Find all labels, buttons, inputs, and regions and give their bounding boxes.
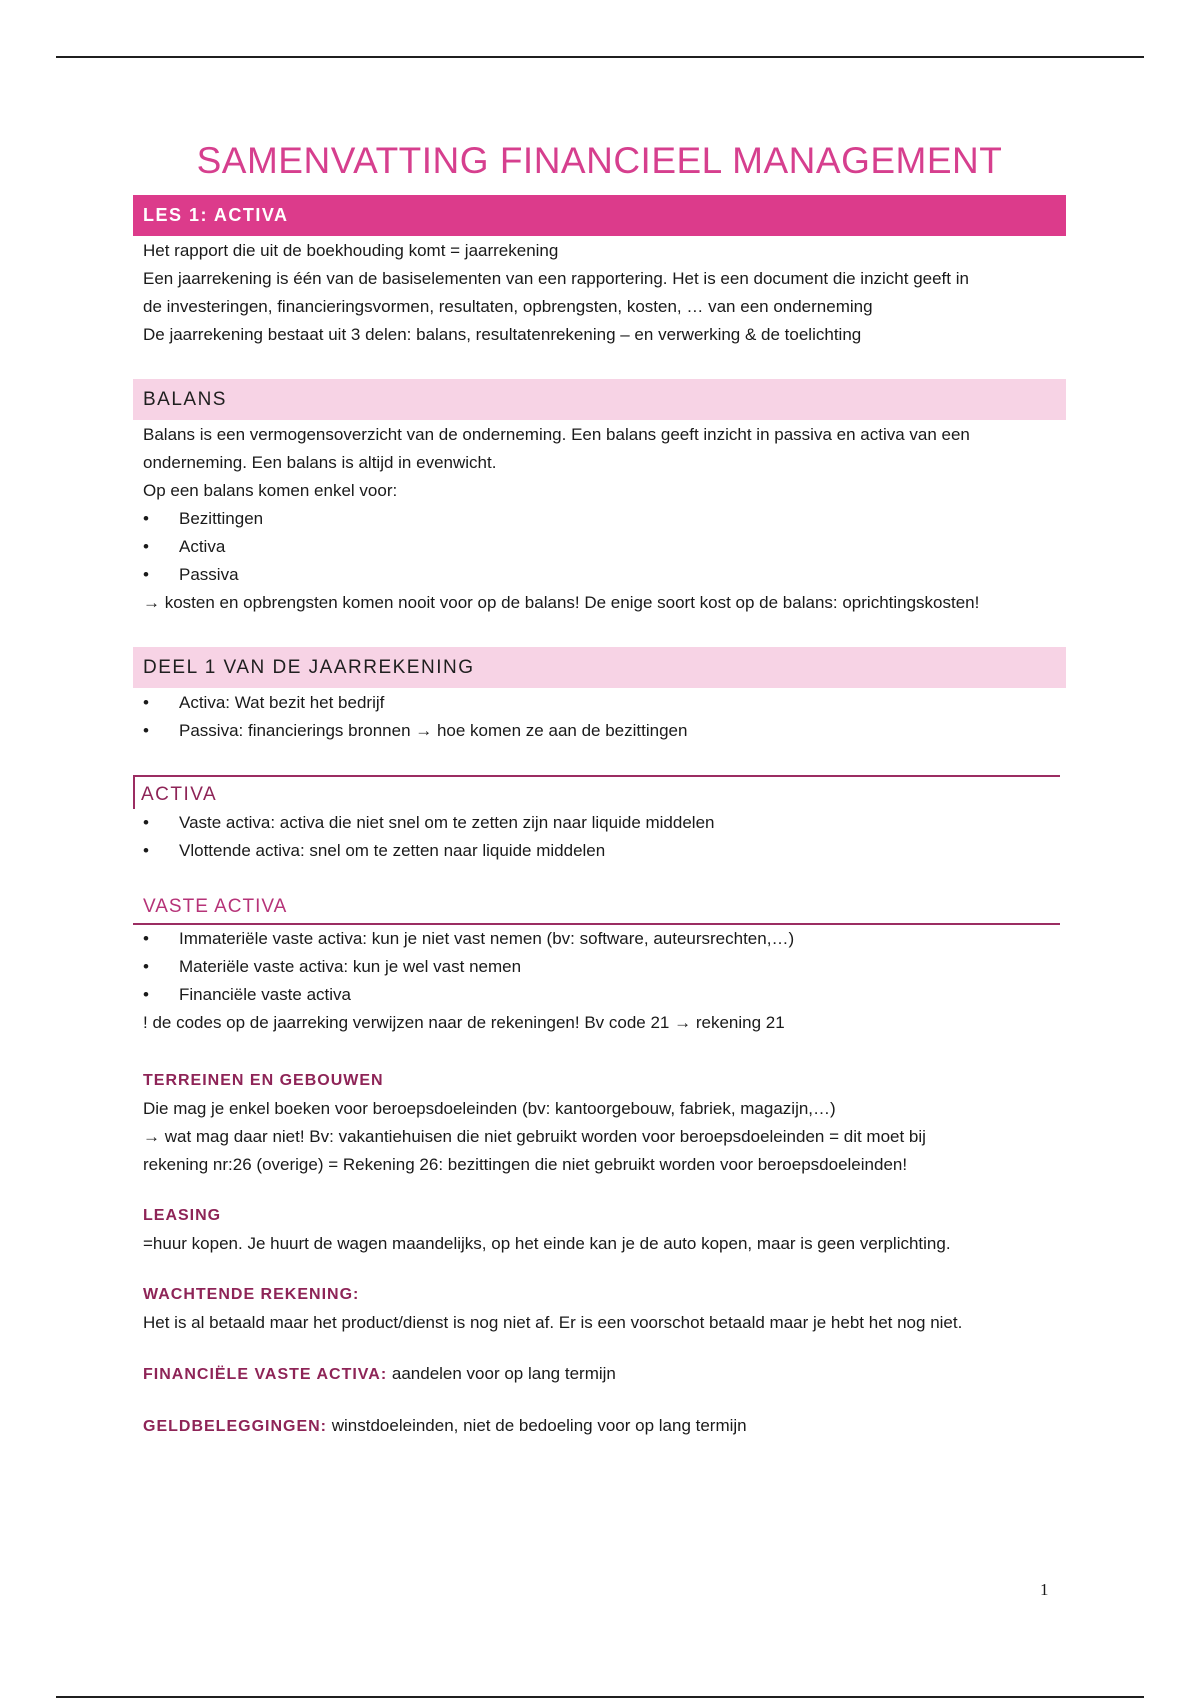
paragraph: Die mag je enkel boeken voor beroepsdoeleinden (bv: kantoorgebouw, fabriek, magazijn,…)	[143, 1099, 836, 1118]
bullet-icon: •	[143, 985, 149, 1004]
heading-les-1: LES 1: ACTIVA	[133, 195, 1066, 236]
list-item: • Activa	[143, 533, 1066, 561]
list-item: • Materiële vaste activa: kun je wel vast nemen	[143, 953, 1066, 981]
financiele-vaste-activa-line: FINANCIËLE VASTE ACTIVA: aandelen voor op lang termijn	[143, 1364, 616, 1383]
list-item: • Passiva: financierings bronnen → hoe komen ze aan de bezittingen	[143, 717, 1066, 745]
page-number: 1	[1040, 1580, 1049, 1599]
heading-wachtende-rekening: WACHTENDE REKENING:	[143, 1286, 360, 1303]
heading-terreinen: TERREINEN EN GEBOUWEN	[143, 1072, 384, 1089]
bullet-icon: •	[143, 957, 149, 976]
bullet-icon: •	[143, 509, 149, 528]
note: → kosten en opbrengsten komen nooit voor op de balans! De enige soort kost op de balans: oprichtingskosten!	[143, 593, 980, 612]
document-body	[133, 140, 1066, 1441]
list-item: • Immateriële vaste activa: kun je niet vast nemen (bv: software, auteursrechten,…)	[143, 925, 1066, 953]
list-item: • Passiva	[143, 561, 1066, 589]
list-item: • Activa: Wat bezit het bedrijf	[143, 689, 1066, 717]
bullet-icon: •	[143, 929, 149, 948]
heading-deel-1: DEEL 1 VAN DE JAARREKENING	[133, 647, 1066, 688]
paragraph: Het is al betaald maar het product/dienst is nog niet af. Er is een voorschot betaald maar je hebt het nog niet.	[143, 1313, 963, 1332]
bullet-icon: •	[143, 813, 149, 832]
geldbeleggingen-line: GELDBELEGGINGEN: winstdoeleinden, niet de bedoeling voor op lang termijn	[143, 1416, 747, 1435]
paragraph: Balans is een vermogensoverzicht van de onderneming. Een balans geeft inzicht in passiva en activa van een	[143, 425, 970, 444]
bullet-icon: •	[143, 721, 149, 740]
bullet-list	[133, 505, 1066, 589]
paragraph: onderneming. Een balans is altijd in evenwicht.	[143, 453, 497, 472]
inline-heading: GELDBELEGGINGEN:	[143, 1418, 328, 1435]
bullet-list	[133, 689, 1066, 745]
top-rule	[56, 56, 1144, 58]
note: ! de codes op de jaarreking verwijzen naar de rekeningen! Bv code 21 → rekening 21	[143, 1013, 785, 1032]
inline-heading: FINANCIËLE VASTE ACTIVA:	[143, 1366, 388, 1383]
list-item: • Financiële vaste activa	[143, 981, 1066, 1009]
paragraph: De jaarrekening bestaat uit 3 delen: balans, resultatenrekening – en verwerking & de toelichting	[143, 325, 862, 344]
bottom-rule	[56, 1696, 1144, 1698]
bullet-list	[133, 925, 1066, 1009]
paragraph: de investeringen, financieringsvormen, resultaten, opbrengsten, kosten, … van een onderneming	[143, 297, 873, 316]
heading-activa: ACTIVA	[133, 775, 1060, 809]
bullet-icon: •	[143, 565, 149, 584]
paragraph: =huur kopen. Je huurt de wagen maandelijks, op het einde kan je de auto kopen, maar is geen verplichting.	[143, 1234, 951, 1253]
heading-leasing: LEASING	[143, 1207, 222, 1224]
paragraph: Op een balans komen enkel voor:	[143, 481, 398, 500]
page-title: SAMENVATTING FINANCIEEL MANAGEMENT	[196, 140, 1003, 181]
heading-vaste-activa: VASTE ACTIVA	[133, 895, 1060, 925]
bullet-icon: •	[143, 537, 149, 556]
paragraph: Een jaarrekening is één van de basiselementen van een rapportering. Het is een document die inzicht geeft in	[143, 269, 969, 288]
list-item: • Vlottende activa: snel om te zetten naar liquide middelen	[143, 837, 1066, 865]
bullet-icon: •	[143, 693, 149, 712]
paragraph: rekening nr:26 (overige) = Rekening 26: bezittingen die niet gebruikt worden voor beroepsdoeleinden!	[143, 1155, 908, 1174]
bullet-list	[133, 809, 1066, 865]
list-item: • Vaste activa: activa die niet snel om te zetten zijn naar liquide middelen	[143, 809, 1066, 837]
paragraph: Het rapport die uit de boekhouding komt = jaarrekening	[143, 241, 559, 260]
list-item: • Bezittingen	[143, 505, 1066, 533]
bullet-icon: •	[143, 841, 149, 860]
paragraph: → wat mag daar niet! Bv: vakantiehuisen die niet gebruikt worden voor beroepsdoeleinden = dit moet bij	[143, 1127, 926, 1146]
heading-balans: BALANS	[133, 379, 1066, 420]
